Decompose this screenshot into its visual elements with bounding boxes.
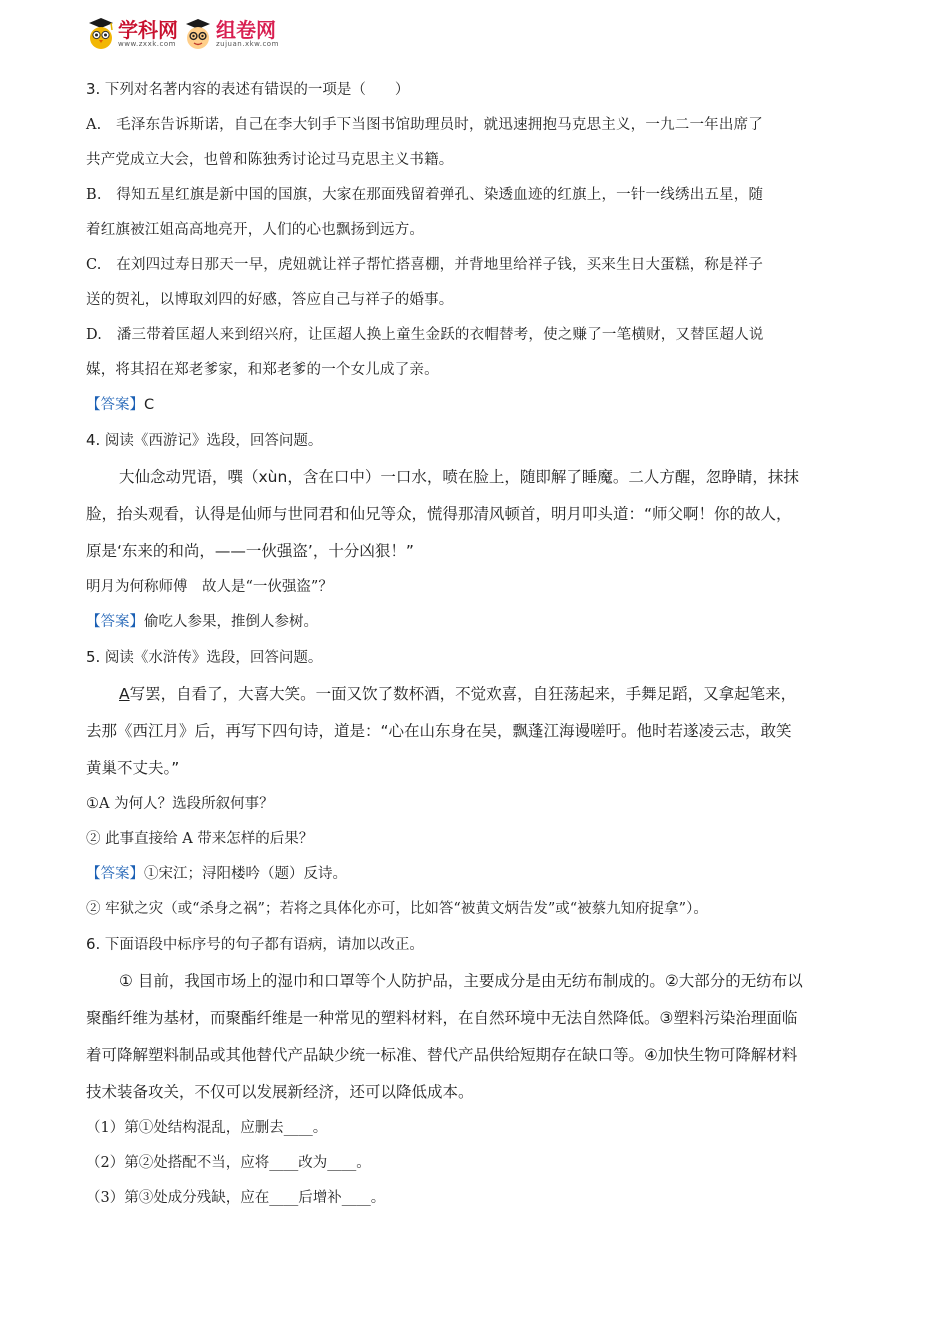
q3-stem: 3. 下列对名著内容的表述有错误的一项是（ ）	[86, 80, 410, 98]
q3-option-b-line1: B. 得知五星红旗是新中国的国旗，大家在那面残留着弹孔、染透血迹的红旗上，一针一线绣出五星，随	[86, 187, 764, 203]
q4-answer: 【答案】偷吃人参果，推倒人参树。	[86, 614, 318, 630]
answer-tag: 【答案】	[86, 397, 144, 413]
q3-answer: 【答案】C	[86, 397, 155, 413]
q3-option-d-line2: 媒，将其招在郑老爹家，和郑老爹的一个女儿成了亲。	[86, 362, 439, 378]
q6-subquestion-3: （3）第③处成分残缺，应在____后增补____。	[86, 1190, 386, 1206]
q6-passage-line4: 技术装备攻关，不仅可以发展新经济，还可以降低成本。	[86, 1083, 474, 1101]
q6-subquestion-2: （2）第②处搭配不当，应将____改为____。	[86, 1155, 371, 1171]
q4-question: 明月为何称师傅 故人是“一伙强盗”？	[86, 579, 333, 595]
q4-stem: 4. 阅读《西游记》选段，回答问题。	[86, 431, 323, 449]
q3-option-c-line2: 送的贺礼，以博取刘四的好感，答应自己与祥子的婚事。	[86, 292, 454, 308]
answer-tag: 【答案】	[86, 866, 144, 882]
q6-passage-line1: ① 目前，我国市场上的湿巾和口罩等个人防护品，主要成分是由无纺布制成的。②大部分的无纺布以	[119, 972, 803, 990]
underlined-a: A	[119, 685, 130, 703]
header	[86, 12, 279, 56]
q5-answer-2: ② 牢狱之灾（或“杀身之祸”；若将之具体化亦可，比如答“被黄文炳告发”或“被蔡九知府捉拿”）。	[86, 901, 708, 917]
q5-answer-1: 【答案】①宋江；浔阳楼吟（题）反诗。	[86, 866, 347, 882]
q3-option-a-line1: A. 毛泽东告诉斯诺，自己在李大钊手下当图书馆助理员时，就迅速拥抱马克思主义，一九二一年出席了	[86, 117, 763, 133]
q3-option-b-line2: 着红旗被江姐高高地亮开，人们的心也飘扬到远方。	[86, 222, 425, 238]
q4-passage-line1: 大仙念动咒语，噀（xùn，含在口中）一口水，喷在脸上，随即解了睡魔。二人方醒，忽睁睛，抹抹	[119, 468, 799, 486]
q4-passage-line2: 脸，抬头观看，认得是仙师与世同君和仙兄等众，慌得那清风顿首，明月叩头道：“师父啊！你的故人，	[86, 505, 792, 523]
zujuan-logo[interactable]	[182, 17, 279, 51]
zujuan-logo-text: 组卷网	[216, 18, 276, 42]
q3-option-d-line1: D. 潘三带着匡超人来到绍兴府，让匡超人换上童生金跃的衣帽替考，使之赚了一笔横财，又替匡超人说	[86, 327, 764, 343]
owl-mascot-icon	[86, 17, 116, 51]
zujuan-logo-url: zujuan.xkw.com	[216, 40, 279, 48]
zxxk-logo-text: 学科网	[118, 18, 178, 42]
q3-option-a-line2: 共产党成立大会，也曾和陈独秀讨论过马克思主义书籍。	[86, 152, 454, 168]
q5-passage-line3: 黄巢不丈夫。”	[86, 759, 180, 777]
q4-passage-line3: 原是‘东来的和尚，——一伙强盗’，十分凶狠！”	[86, 542, 414, 560]
student-mascot-icon	[182, 17, 214, 51]
q6-subquestion-1: （1）第①处结构混乱，应删去____。	[86, 1120, 328, 1136]
answer-tag: 【答案】	[86, 614, 144, 630]
zxxk-logo-url: www.zxxk.com	[118, 40, 176, 48]
q5-subquestion-1: ①A 为何人？选段所叙何事？	[86, 796, 274, 812]
q5-passage-line1: A写罢，自看了，大喜大笑。一面又饮了数杯酒，不觉欢喜，自狂荡起来，手舞足蹈，又拿起笔来，	[119, 685, 797, 703]
q6-passage-line2: 聚酯纤维为基材，而聚酯纤维是一种常见的塑料材料，在自然环境中无法自然降低。③塑料污染治理面临	[86, 1009, 798, 1027]
q5-stem: 5. 阅读《水浒传》选段，回答问题。	[86, 648, 323, 666]
q5-subquestion-2: ② 此事直接给 A 带来怎样的后果？	[86, 831, 314, 847]
q5-passage-line2: 去那《西江月》后，再写下四句诗，道是：“心在山东身在吴，飘蓬江海谩嗟吁。他时若遂凌云志，敢笑	[86, 722, 792, 740]
document-body	[86, 72, 866, 1216]
zxxk-logo[interactable]	[86, 17, 178, 51]
q6-passage-line3: 着可降解塑料制品或其他替代产品缺少统一标准、替代产品供给短期存在缺口等。④加快生物可降解材料	[86, 1046, 798, 1064]
q3-option-c-line1: C. 在刘四过寿日那天一早，虎妞就让祥子帮忙搭喜棚，并背地里给祥子钱，买来生日大蛋糕，称是祥子	[86, 257, 764, 273]
q6-stem: 6. 下面语段中标序号的句子都有语病，请加以改正。	[86, 935, 424, 953]
